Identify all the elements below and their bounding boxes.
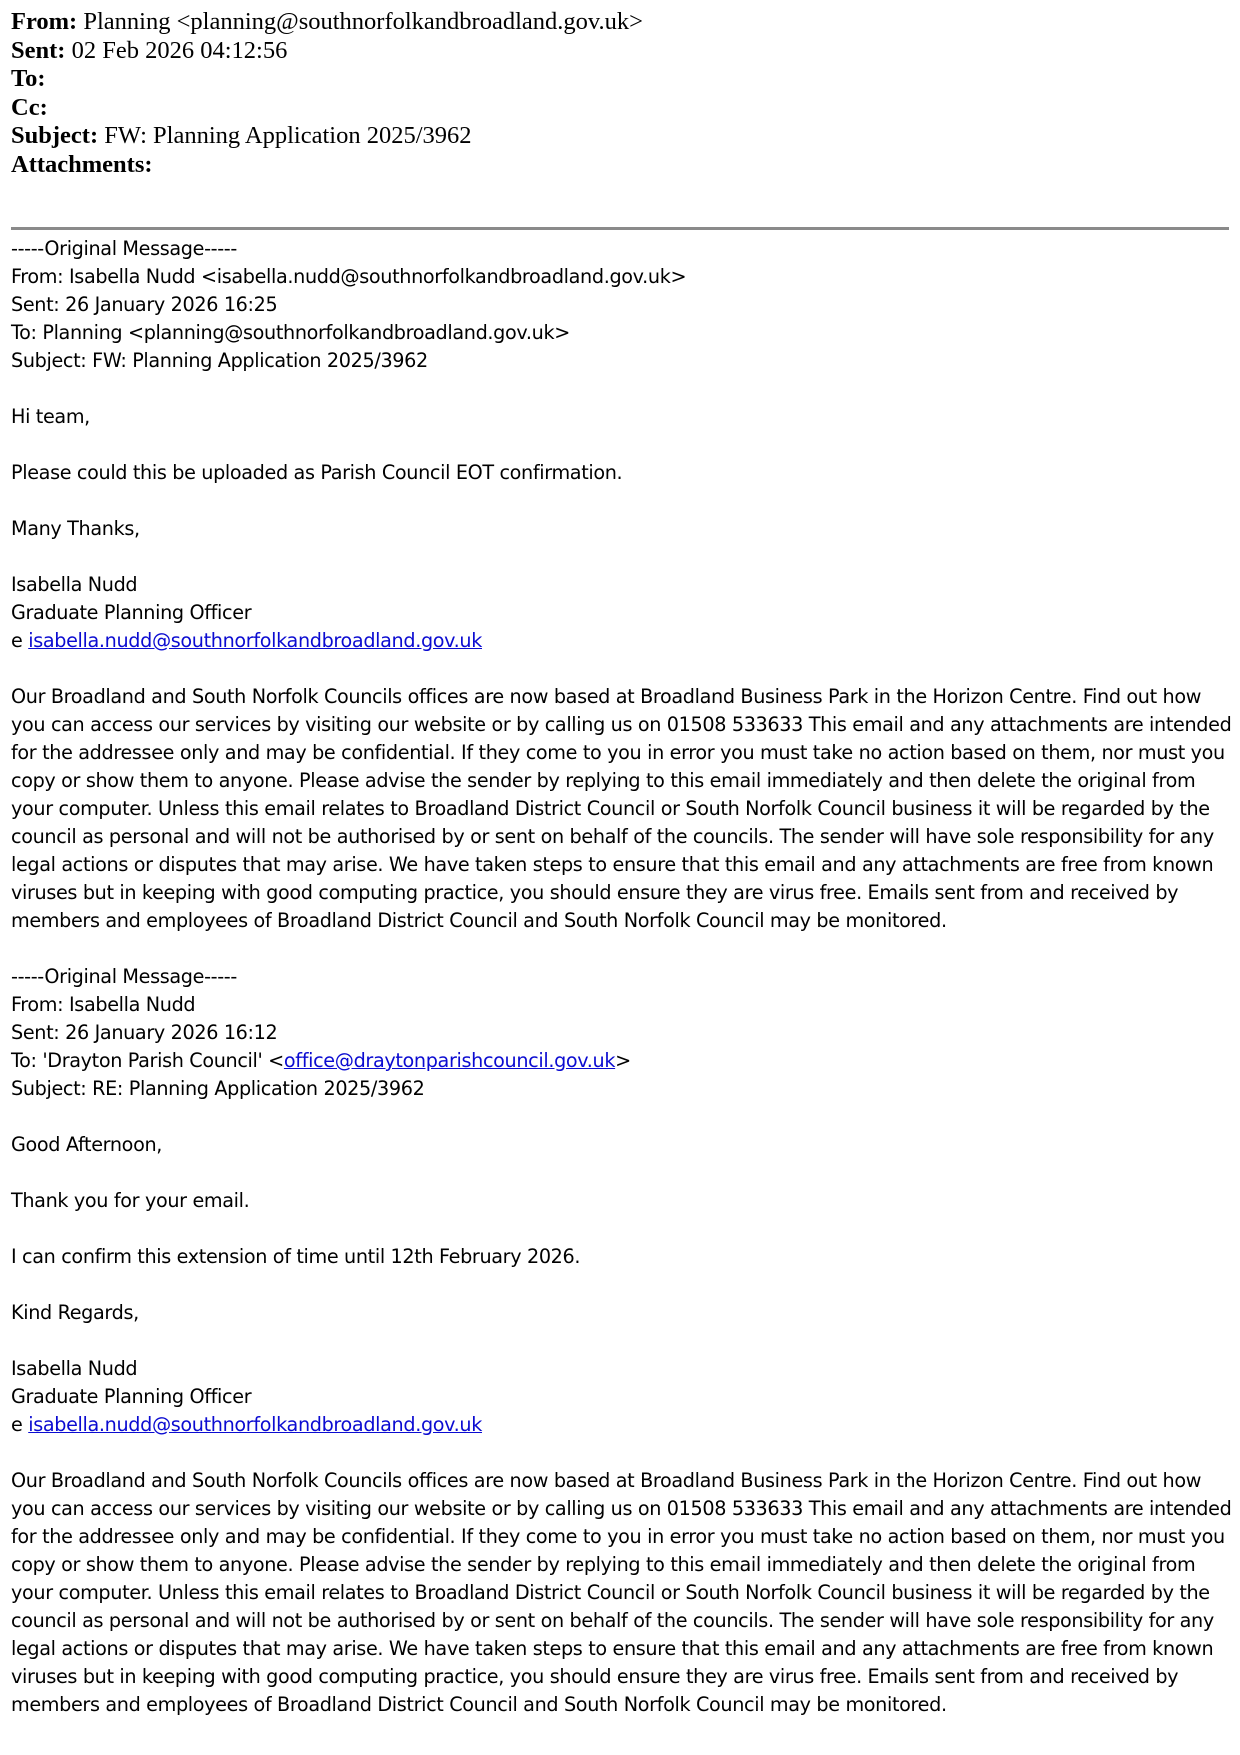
- disclaimer-line: copy or show them to anyone. Please advise the sender by replying to this email immediately and then delete the original from: [11, 1553, 1196, 1576]
- header-from-row: [11, 8, 1211, 37]
- message2-signature-email-row: [11, 1411, 1233, 1439]
- email-prefix: e: [11, 1413, 29, 1436]
- message1-sent: Sent: 26 January 2026 16:25: [11, 293, 278, 316]
- disclaimer-line: legal actions or disputes that may arise. We have taken steps to ensure that this email and any attachments are free from known: [11, 853, 1214, 876]
- disclaimer-line: your computer. Unless this email relates to Broadland District Council or South Norfolk Council business it will be regarded by the: [11, 1581, 1210, 1604]
- header-cc-row: [11, 94, 1211, 123]
- to-prefix: To: 'Drayton Parish Council' <: [11, 1049, 284, 1072]
- spacer: [11, 935, 1233, 963]
- message1-signature-title: Graduate Planning Officer: [11, 601, 252, 624]
- message2-body1: Thank you for your email.: [11, 1189, 250, 1212]
- disclaimer-line: council as personal and will not be authorised by or sent on behalf of the councils. The sender will have sole responsibility for any: [11, 825, 1214, 848]
- disclaimer-line: members and employees of Broadland District Council and South Norfolk Council may be monitored.: [11, 909, 947, 932]
- spacer: [11, 1271, 1233, 1299]
- disclaimer-line: for the addressee only and may be confidential. If they come to you in error you must take no action based on them, nor must you: [11, 741, 1225, 764]
- email-header: [11, 8, 1211, 180]
- disclaimer-line: your computer. Unless this email relates to Broadland District Council or South Norfolk Council business it will be regarded by the: [11, 797, 1210, 820]
- spacer: [11, 1103, 1233, 1131]
- message2-signature-title: Graduate Planning Officer: [11, 1385, 252, 1408]
- disclaimer-line: Our Broadland and South Norfolk Councils offices are now based at Broadland Business Park in the Horizon Centre. Find out how: [11, 685, 1202, 708]
- message2-disclaimer: [11, 1467, 1233, 1719]
- subject-label: Subject:: [11, 122, 99, 150]
- message2-from: From: Isabella Nudd: [11, 993, 196, 1016]
- disclaimer-line: you can access our services by visiting our website or by calling us on 01508 533633 This email and any attachments are intended: [11, 713, 1232, 736]
- spacer: [11, 431, 1233, 459]
- message2-body2: I can confirm this extension of time until 12th February 2026.: [11, 1245, 581, 1268]
- message1-signature-name: Isabella Nudd: [11, 573, 138, 596]
- from-value: Planning <planning@southnorfolkandbroadland.gov.uk>: [83, 8, 643, 35]
- message2-sent: Sent: 26 January 2026 16:12: [11, 1021, 278, 1044]
- spacer: [11, 1439, 1233, 1467]
- signature-email-link[interactable]: isabella.nudd@southnorfolkandbroadland.gov.uk: [28, 629, 482, 652]
- message2-greeting: Good Afternoon,: [11, 1133, 163, 1156]
- spacer: [11, 487, 1233, 515]
- to-label: To:: [11, 65, 46, 93]
- message2-signature-name: Isabella Nudd: [11, 1357, 138, 1380]
- message1-subject: Subject: FW: Planning Application 2025/3962: [11, 349, 428, 372]
- subject-value: FW: Planning Application 2025/3962: [104, 122, 472, 150]
- message1-divider: -----Original Message-----: [11, 237, 237, 260]
- message1-signature-email-row: [11, 627, 1233, 655]
- message1-closing: Many Thanks,: [11, 517, 140, 540]
- email-body: [11, 235, 1233, 1719]
- to-suffix: >: [615, 1049, 631, 1072]
- spacer: [11, 1327, 1233, 1355]
- message1-to: To: Planning <planning@southnorfolkandbroadland.gov.uk>: [11, 321, 570, 344]
- cc-label: Cc:: [11, 93, 48, 121]
- message1-body: Please could this be uploaded as Parish Council EOT confirmation.: [11, 461, 623, 484]
- signature-email-link[interactable]: isabella.nudd@southnorfolkandbroadland.gov.uk: [28, 1413, 482, 1436]
- sent-label: Sent:: [11, 36, 66, 64]
- from-label: From:: [11, 8, 78, 35]
- message2-closing: Kind Regards,: [11, 1301, 139, 1324]
- disclaimer-line: viruses but in keeping with good computing practice, you should ensure they are virus free. Emails sent from and received by: [11, 1665, 1179, 1688]
- spacer: [11, 1215, 1233, 1243]
- disclaimer-line: you can access our services by visiting our website or by calling us on 01508 533633 This email and any attachments are intended: [11, 1497, 1232, 1520]
- header-subject-row: [11, 122, 1211, 151]
- attachments-label: Attachments:: [11, 150, 153, 178]
- parish-email-link[interactable]: office@draytonparishcouncil.gov.uk: [283, 1049, 616, 1072]
- message2-divider: -----Original Message-----: [11, 965, 237, 988]
- disclaimer-line: for the addressee only and may be confidential. If they come to you in error you must take no action based on them, nor must you: [11, 1525, 1225, 1548]
- header-sent-row: [11, 37, 1211, 66]
- sent-value: 02 Feb 2026 04:12:56: [71, 36, 288, 64]
- message2-to: [11, 1047, 1233, 1075]
- message1-greeting: Hi team,: [11, 405, 90, 428]
- message1-disclaimer: [11, 683, 1233, 935]
- disclaimer-line: legal actions or disputes that may arise. We have taken steps to ensure that this email and any attachments are free from known: [11, 1637, 1214, 1660]
- spacer: [11, 655, 1233, 683]
- disclaimer-line: viruses but in keeping with good computing practice, you should ensure they are virus free. Emails sent from and received by: [11, 881, 1179, 904]
- message1-from: From: Isabella Nudd <isabella.nudd@southnorfolkandbroadland.gov.uk>: [11, 265, 687, 288]
- spacer: [11, 1159, 1233, 1187]
- disclaimer-line: copy or show them to anyone. Please advise the sender by replying to this email immediately and then delete the original from: [11, 769, 1196, 792]
- disclaimer-line: Our Broadland and South Norfolk Councils offices are now based at Broadland Business Park in the Horizon Centre. Find out how: [11, 1469, 1202, 1492]
- header-divider: [11, 227, 1229, 230]
- email-prefix: e: [11, 629, 29, 652]
- spacer: [11, 543, 1233, 571]
- spacer: [11, 375, 1233, 403]
- header-to-row: [11, 65, 1211, 94]
- disclaimer-line: members and employees of Broadland District Council and South Norfolk Council may be monitored.: [11, 1693, 947, 1716]
- message2-subject: Subject: RE: Planning Application 2025/3962: [11, 1077, 425, 1100]
- disclaimer-line: council as personal and will not be authorised by or sent on behalf of the councils. The sender will have sole responsibility for any: [11, 1609, 1214, 1632]
- header-attachments-row: [11, 151, 1211, 180]
